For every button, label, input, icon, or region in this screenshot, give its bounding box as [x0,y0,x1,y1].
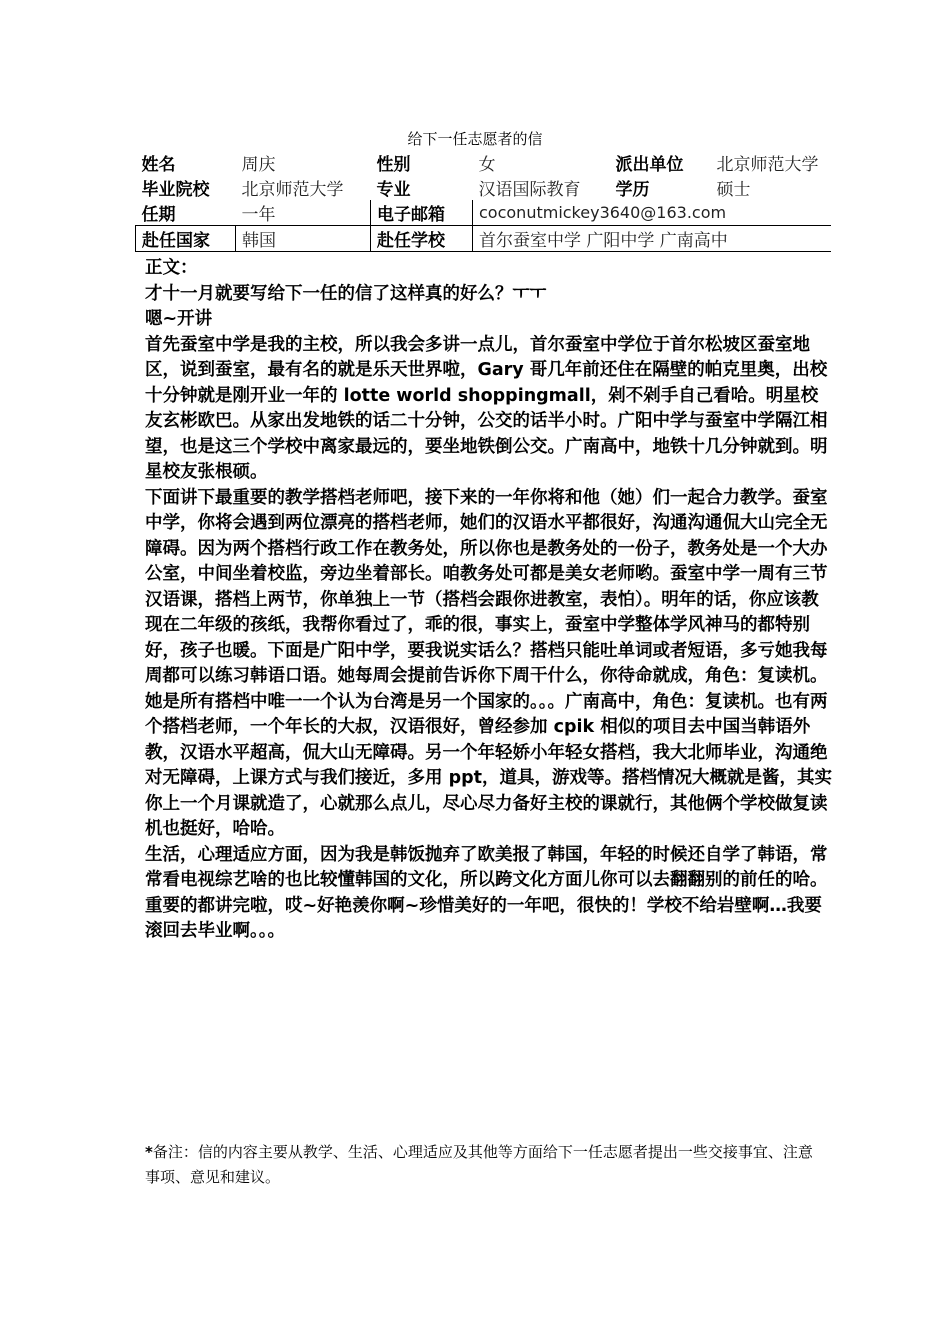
info-row-1 [136,150,831,175]
gender-label: 性别 [376,155,411,175]
major-value: 汉语国际教育 [478,180,581,200]
info-table [135,150,831,252]
footnote-star: * [145,1143,153,1161]
term-label: 任期 [136,200,236,226]
country-label: 赴任国家 [136,226,236,252]
degree-label: 学历 [615,180,650,200]
unit-label: 派出单位 [615,155,684,175]
major-label: 专业 [376,180,411,200]
post-school-value: 首尔蚕室中学 广阳中学 广南高中 [473,226,831,252]
info-row-3 [136,200,831,226]
country-value: 韩国 [236,226,371,252]
name-value: 周庆 [241,155,276,175]
body-paragraph-2: 嗯~开讲 [145,309,213,329]
letter-title: 给下一任志愿者的信 [407,130,543,148]
info-row-4 [136,226,831,252]
term-value: 一年 [236,200,371,226]
post-school-label: 赴任学校 [371,226,473,252]
body-paragraph-5: 生活，心理适应方面，因为我是韩饭抛弃了欧美报了韩国，年轻的时候还自学了韩语，常常看电视综艺啥的也比较懂韩国的文化，所以跨文化方面儿你可以去翻翻别的前任的哈。 [145,844,828,890]
footnote-text: 备注：信的内容主要从教学、生活、心理适应及其他等方面给下一任志愿者提出一些交接事宜、注意事项、意见和建议。 [145,1143,813,1186]
body-paragraph-6: 重要的都讲完啦，哎~好艳羡你啊~珍惜美好的一年吧，很快的！学校不给岩壁啊…我要滚回去毕业啊。。。 [145,895,822,941]
email-label: 电子邮箱 [371,200,473,226]
school-value: 北京师范大学 [241,180,344,200]
degree-value: 硕士 [716,180,751,200]
email-value: coconutmickey3640@163.com [473,200,831,226]
school-label: 毕业院校 [141,180,210,200]
body-paragraph-3: 首先蚕室中学是我的主校，所以我会多讲一点儿，首尔蚕室中学位于首尔松坡区蚕室地区，说到蚕室，最有名的就是乐天世界啦，Gary 哥几年前还住在隔壁的帕克里奥，出校十分钟就是刚开业一年的 lotte world shoppingmall，剁不剁手自己看哈。明星校友玄彬欧巴。从家出发地铁的话二十分钟，公交的话半小时。广阳中学与蚕室中学隔江相望，也是这三个学校中离家最远的，要坐地铁倒公交。广南高中，地铁十几分钟就到。明星校友张根硕。 [145,334,828,482]
footnote [145,1140,825,1190]
name-label: 姓名 [141,155,176,175]
unit-value: 北京师范大学 [716,155,819,175]
info-row-2 [136,175,831,200]
gender-value: 女 [478,155,496,175]
letter-body [145,256,835,945]
body-paragraph-4: 下面讲下最重要的教学搭档老师吧，接下来的一年你将和他（她）们一起合力教学。蚕室中学，你将会遇到两位漂亮的搭档老师，她们的汉语水平都很好，沟通沟通侃大山完全无障碍。因为两个搭档行政工作在教务处，所以你也是教务处的一份子，教务处是一个大办公室，中间坐着校监，旁边坐着部长。咱教务处可都是美女老师哟。蚕室中学一周有三节汉语课，搭档上两节，你单独上一节（搭档会跟你进教室，表怕）。明年的话，你应该教现在二年级的孩纸，我帮你看过了，乖的很，事实上，蚕室中学整体学风神马的都特别好，孩子也暖。下面是广阳中学，要我说实话么？搭档只能吐单词或者短语，多亏她我每周都可以练习韩语口语。她每周会提前告诉你下周干什么，你待命就成，角色：复读机。她是所有搭档中唯一一个认为台湾是另一个国家的。。。广南高中，角色：复读机。也有两个搭档老师，一个年长的大叔，汉语很好，曾经参加 cpik 相似的项目去中国当韩语外教，汉语水平超高，侃大山无障碍。另一个年轻娇小年轻女搭档，我大北师毕业，沟通绝对无障碍，上课方式与我们接近，多用 ppt，道具，游戏等。搭档情况大概就是酱，其实你上一个月课就造了，心就那么点儿，尽心尽力备好主校的课就行，其他俩个学校做复读机也挺好，哈哈。 [145,487,833,839]
body-paragraph-1: 才十一月就要写给下一任的信了这样真的好么？ㅜㅜ [145,283,547,304]
body-heading: 正文： [145,258,198,278]
